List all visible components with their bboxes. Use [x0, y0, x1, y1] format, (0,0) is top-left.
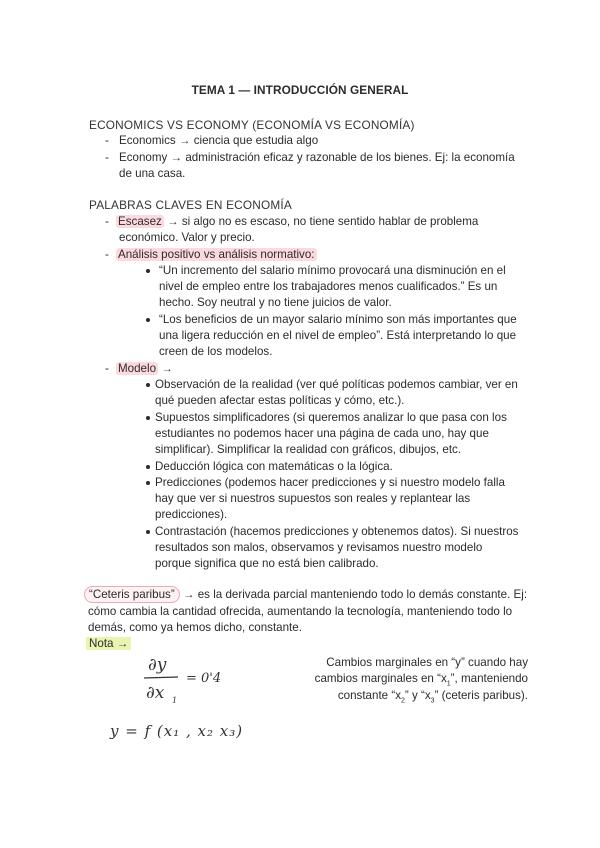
bullet-dot: [146, 530, 150, 534]
fraction-bar: [144, 677, 178, 678]
analisis-line: [116, 247, 317, 263]
analisis-bullet-text: “Un incremento del salario mínimo provocará una disminución en el: [159, 264, 506, 277]
list-item-continuation: de una casa.: [119, 167, 186, 180]
deriv-numerator: ∂y: [148, 655, 167, 675]
nota-text-part: ” y “x: [404, 689, 431, 702]
bullet-dot: [146, 416, 150, 420]
bullet-dot: [146, 318, 150, 322]
dash-bullet: -: [105, 362, 109, 375]
nota-text-part: ”, manteniendo: [450, 672, 528, 685]
analisis-bullet-text: “Los beneficios de un mayor salario mínimo son más importantes que: [159, 313, 517, 326]
modelo-bullet-text: Deducción lógica con matemáticas o la lógica.: [155, 460, 393, 473]
subscript: 2: [401, 697, 405, 705]
nota-text-part: ” (ceteris paribus).: [434, 689, 528, 702]
function-expression: y = f (x₁ , x₂ x₃): [110, 722, 244, 740]
nota-line: [86, 636, 131, 652]
list-item: Economics → ciencia que estudia algo: [119, 134, 319, 147]
modelo-bullet-text: Supuestos simplificadores (si queremos analizar lo que pasa con los: [155, 411, 507, 424]
handwritten-function: [108, 714, 258, 748]
deriv-den-subscript: 1: [172, 696, 178, 705]
analisis-bullet-text: hecho. Soy neutral y no tiene juicios de valor.: [159, 296, 392, 309]
nota-label: Nota →: [86, 637, 131, 650]
bullet-dot: [146, 383, 150, 387]
modelo-bullet-text: hay que ver si nuestros supuestos son reales y replantear las: [155, 492, 471, 505]
modelo-term: Modelo: [118, 362, 157, 375]
deriv-value: = 0'4: [186, 671, 222, 686]
analisis-bullet-text: nivel de empleo entre los trabajadores menos cualificados.” Es un: [159, 280, 498, 293]
nota-text-part: constante “x: [337, 689, 401, 702]
escasez-line: [116, 214, 478, 230]
deriv-denominator: ∂x: [146, 683, 165, 703]
ceteris-term: “Ceteris paribus”: [84, 586, 180, 603]
modelo-bullet-text: Contrastación (hacemos predicciones y obtenemos datos). Si nuestros: [155, 525, 519, 538]
analisis-bullet-text: una ligera reducción en el nivel de empleo”. Está interpretando lo que: [159, 329, 517, 342]
modelo-bullet-text: simplificar). Simplificar la realidad con gráficos, dibujos, etc.: [155, 443, 462, 456]
subscript: 3: [430, 697, 435, 705]
analisis-bullet-text: creen de los modelos.: [159, 345, 273, 358]
analisis-term: Análisis positivo vs análisis normativo:: [118, 248, 315, 261]
ceteris-line: [84, 587, 527, 603]
modelo-bullet-text: qué pueden afectar estas políticas y cómo, etc.).: [155, 394, 405, 407]
nota-text-line-3: [290, 688, 528, 704]
list-item: Economy → administración eficaz y razonable de los bienes. Ej: la economía: [119, 151, 515, 164]
modelo-line: [116, 361, 173, 377]
page-title: TEMA 1 — INTRODUCCIÓN GENERAL: [191, 83, 409, 97]
nota-text-line-1: Cambios marginales en “y” cuando hay: [326, 656, 528, 669]
modelo-bullet-text: predicciones).: [155, 508, 228, 521]
modelo-bullet-text: porque significa que no está bien calibrado.: [155, 557, 379, 570]
dash-bullet: -: [105, 215, 109, 228]
dash-bullet: -: [105, 134, 109, 147]
escasez-continuation: económico. Valor y precio.: [119, 231, 255, 244]
bullet-dot: [146, 269, 150, 273]
escasez-definition: → si algo no es escaso, no tiene sentido hablar de problema: [163, 215, 479, 228]
ceteris-definition: → es la derivada parcial manteniendo todo lo demás constante. Ej:: [179, 588, 528, 601]
modelo-bullet-text: Predicciones (podemos hacer predicciones y si nuestro modelo falla: [155, 476, 505, 489]
nota-text-part: cambios marginales en “x: [314, 672, 447, 685]
bullet-dot: [146, 465, 150, 469]
handwritten-derivative: [140, 648, 250, 710]
subscript: 1: [446, 680, 451, 688]
ceteris-continuation: cómo cambia la cantidad ofrecida, aumentando la tecnología, manteniendo todo lo: [88, 605, 513, 618]
section-heading-economics: ECONOMICS VS ECONOMY (ECONOMÍA VS ECONOMÍA): [89, 118, 415, 132]
bullet-dot: [146, 481, 150, 485]
dash-bullet: -: [105, 151, 109, 164]
escasez-term: Escasez: [118, 215, 162, 228]
modelo-arrow: →: [158, 362, 173, 375]
modelo-bullet-text: Observación de la realidad (ver qué políticas podemos cambiar, ver en: [155, 378, 518, 391]
section-heading-palabras: PALABRAS CLAVES EN ECONOMÍA: [89, 198, 292, 212]
modelo-bullet-text: estudiantes no podemos hacer una página de cada uno, hay que: [155, 427, 489, 440]
nota-text-line-2: [290, 671, 528, 687]
modelo-bullet-text: resultados son malos, observamos y revisamos nuestro modelo: [155, 541, 483, 554]
ceteris-continuation: demás, como ya hemos dicho, constante.: [88, 621, 302, 634]
dash-bullet: -: [105, 248, 109, 261]
